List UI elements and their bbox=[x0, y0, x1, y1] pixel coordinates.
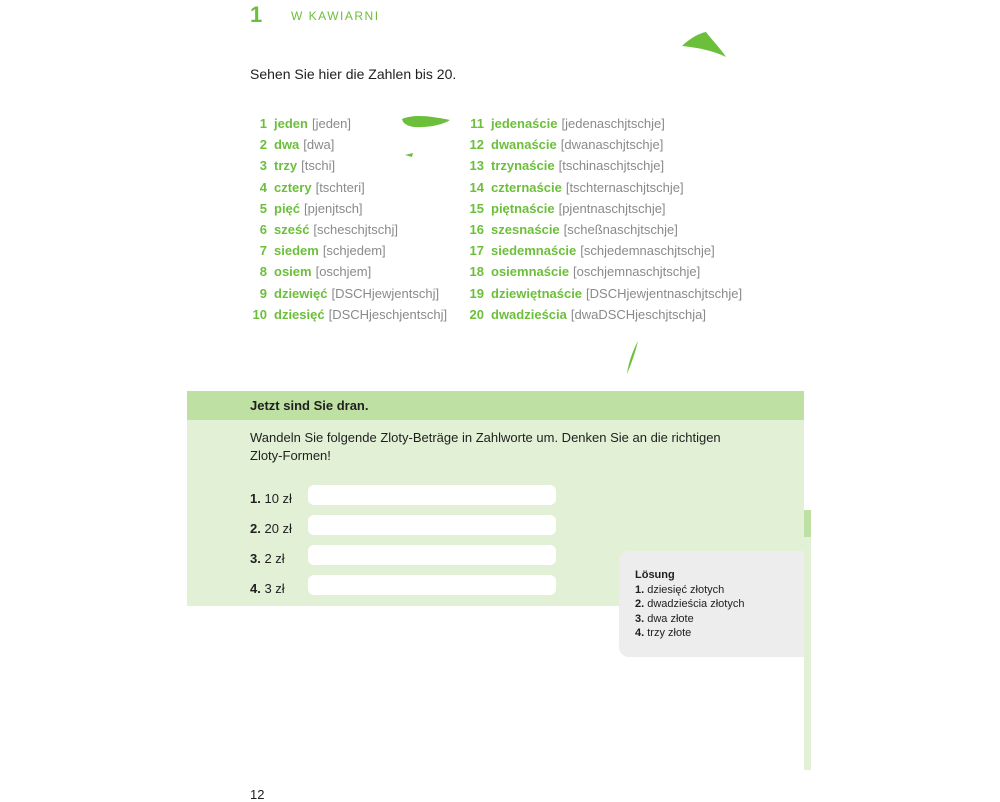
solution-number: 1. bbox=[635, 583, 645, 596]
number-word: czternaście bbox=[491, 179, 562, 195]
number-word: dziesięć bbox=[274, 306, 325, 322]
number-row bbox=[450, 155, 742, 176]
pronunciation: [dwa] bbox=[303, 137, 335, 153]
number-digit: 16 bbox=[469, 221, 484, 237]
number-row bbox=[250, 261, 447, 282]
number-word: cztery bbox=[274, 179, 312, 195]
number-digit: 1 bbox=[259, 116, 267, 131]
pronunciation: [tschinaschjtschje] bbox=[558, 158, 665, 174]
number-row bbox=[250, 198, 447, 219]
number-digit: 8 bbox=[259, 264, 267, 280]
number-word: trzynaście bbox=[491, 158, 555, 174]
number-digit: 18 bbox=[469, 264, 484, 280]
solution-title: Lösung bbox=[635, 569, 675, 581]
number-word: trzy bbox=[274, 158, 298, 174]
task-label bbox=[250, 551, 285, 566]
exercise-instruction: Wandeln Sie folgende Zloty-Beträge in Zahlworte um. Denken Sie an die richtigen Zloty-Formen! bbox=[250, 430, 721, 463]
pronunciation: [schjedemnaschjtschje] bbox=[580, 243, 715, 259]
solution-number: 4. bbox=[635, 627, 645, 639]
number-row bbox=[450, 240, 742, 261]
number-word: dziewiętnaście bbox=[491, 285, 583, 301]
pronunciation: [dwaDSCHjeschjtschja] bbox=[570, 306, 706, 322]
number-digit: 9 bbox=[259, 285, 267, 301]
pronunciation: [DSCHjewjentschj] bbox=[331, 285, 440, 301]
solution-item bbox=[635, 612, 804, 627]
intro-text: Sehen Sie hier die Zahlen bis 20. bbox=[250, 66, 457, 82]
solution-number: 2. bbox=[635, 598, 645, 610]
number-row bbox=[450, 219, 742, 240]
number-digit: 4 bbox=[259, 179, 267, 195]
number-digit: 17 bbox=[469, 243, 484, 259]
brush-stroke-decoration bbox=[400, 113, 452, 131]
answer-input[interactable] bbox=[308, 575, 556, 595]
pronunciation: [dwanaschjtschje] bbox=[560, 137, 664, 153]
task-number: 4. bbox=[250, 581, 261, 596]
number-digit: 15 bbox=[469, 200, 484, 216]
number-word: siedemnaście bbox=[491, 243, 577, 259]
task-number: 2. bbox=[250, 521, 261, 536]
number-word: osiem bbox=[274, 264, 312, 280]
number-word: dwanaście bbox=[491, 137, 557, 153]
number-row bbox=[450, 261, 742, 282]
pronunciation: [tschi] bbox=[301, 158, 336, 174]
number-row bbox=[250, 134, 447, 155]
pronunciation: [tschteri] bbox=[315, 179, 365, 195]
task-number: 3. bbox=[250, 551, 261, 566]
pronunciation: [schjedem] bbox=[322, 243, 386, 259]
pronunciation: [tschternaschjtschje] bbox=[565, 179, 684, 195]
pronunciation: [jedenaschjtschje] bbox=[561, 116, 665, 131]
chapter-title: W KAWIARNI bbox=[291, 9, 380, 23]
pronunciation: [DSCHjeschjentschj] bbox=[328, 306, 448, 322]
number-row bbox=[250, 240, 447, 261]
pronunciation: [oschjemnaschjtschje] bbox=[573, 264, 701, 280]
page-number: 12 bbox=[250, 787, 265, 802]
number-digit: 13 bbox=[469, 158, 484, 174]
number-word: piętnaście bbox=[491, 200, 555, 216]
number-digit: 11 bbox=[470, 116, 484, 131]
number-word: jeden bbox=[274, 116, 308, 131]
answer-input[interactable] bbox=[308, 515, 556, 535]
pronunciation: [jeden] bbox=[311, 116, 352, 131]
number-digit: 6 bbox=[259, 221, 267, 237]
pronunciation: [pjentnaschjtschje] bbox=[558, 200, 666, 216]
pronunciation: [DSCHjewjentnaschjtschje] bbox=[586, 285, 743, 301]
side-strip bbox=[804, 510, 811, 770]
number-word: pięć bbox=[274, 200, 301, 216]
number-digit: 3 bbox=[259, 158, 267, 174]
number-row bbox=[450, 283, 742, 304]
number-digit: 10 bbox=[252, 306, 267, 322]
brush-stroke-decoration bbox=[624, 340, 644, 376]
brush-dot-decoration bbox=[404, 152, 414, 158]
numbers-list-1-10 bbox=[250, 113, 447, 325]
task-label bbox=[250, 521, 292, 536]
task-amount: 2 zł bbox=[264, 551, 285, 566]
solution-item bbox=[635, 626, 804, 641]
number-word: dwadzieścia bbox=[491, 306, 567, 322]
number-word: jedenaście bbox=[491, 116, 558, 131]
number-word: siedem bbox=[274, 243, 319, 259]
task-amount: 10 zł bbox=[264, 491, 292, 506]
pronunciation: [oschjem] bbox=[315, 264, 372, 280]
solution-text: trzy złote bbox=[647, 627, 692, 639]
number-row bbox=[250, 304, 447, 325]
answer-input[interactable] bbox=[308, 545, 556, 565]
number-digit: 5 bbox=[259, 200, 267, 216]
number-row bbox=[450, 177, 742, 198]
solution-number: 3. bbox=[635, 612, 645, 625]
task-amount: 20 zł bbox=[264, 521, 292, 536]
number-word: sześć bbox=[274, 221, 310, 237]
solution-item bbox=[635, 583, 804, 598]
number-row bbox=[450, 304, 742, 325]
task-label bbox=[250, 581, 285, 596]
number-word: dwa bbox=[274, 137, 300, 153]
number-digit: 7 bbox=[259, 243, 267, 259]
solution-text: dwadzieścia złotych bbox=[647, 598, 745, 610]
task-number: 1. bbox=[250, 491, 261, 506]
solution-box bbox=[619, 551, 804, 657]
number-row bbox=[250, 177, 447, 198]
pronunciation: [pjenjtsch] bbox=[304, 200, 363, 216]
number-word: dziewięć bbox=[274, 285, 328, 301]
task-amount: 3 zł bbox=[264, 581, 285, 596]
solution-text: dwa złote bbox=[647, 612, 694, 625]
side-strip-accent bbox=[804, 510, 811, 537]
brush-stroke-decoration bbox=[680, 30, 728, 60]
number-row bbox=[250, 219, 447, 240]
number-row bbox=[250, 155, 447, 176]
number-row bbox=[450, 134, 742, 155]
chapter-number: 1 bbox=[250, 2, 263, 27]
task-label bbox=[250, 491, 292, 506]
pronunciation: [scheßnaschjtschje] bbox=[563, 221, 678, 237]
number-digit: 2 bbox=[259, 137, 267, 153]
number-word: osiemnaście bbox=[491, 264, 570, 280]
numbers-list-11-20 bbox=[450, 113, 742, 325]
pronunciation: [scheschjtschj] bbox=[313, 221, 398, 237]
answer-input[interactable] bbox=[308, 485, 556, 505]
number-digit: 12 bbox=[469, 137, 484, 153]
solution-item bbox=[635, 597, 804, 612]
number-row bbox=[450, 113, 742, 134]
number-word: szesnaście bbox=[491, 221, 560, 237]
number-digit: 19 bbox=[469, 285, 484, 301]
solution-text: dziesięć złotych bbox=[647, 583, 725, 596]
number-row bbox=[450, 198, 742, 219]
exercise-header: Jetzt sind Sie dran. bbox=[187, 391, 804, 420]
number-digit: 20 bbox=[469, 306, 484, 322]
number-row bbox=[250, 283, 447, 304]
number-digit: 14 bbox=[469, 179, 484, 195]
